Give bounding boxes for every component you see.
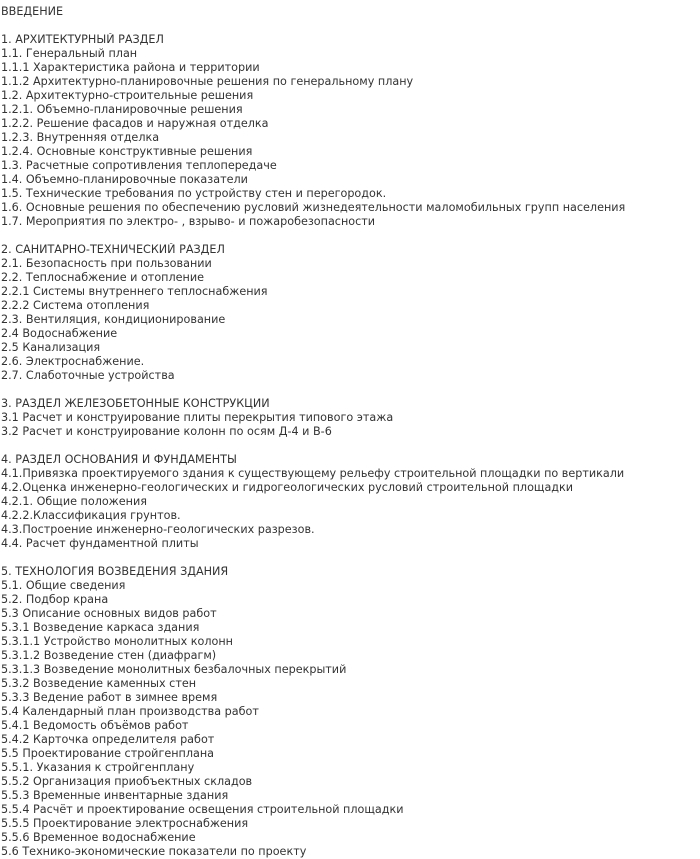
toc-item: 2.6. Электроснабжение. (1, 355, 145, 368)
toc-item: 4.2.Оценка инженерно-геологических и гидрогеологических русловий строительной площадки (1, 481, 574, 494)
toc-item: 4.3.Построение инженерно-геологических разрезов. (1, 523, 315, 536)
section-title: 3. РАЗДЕЛ ЖЕЛЕЗОБЕТОННЫЕ КОНСТРУКЦИИ (1, 397, 270, 410)
toc-item: 5.4.2 Карточка определителя работ (1, 733, 215, 746)
toc-item: 5.3.3 Ведение работ в зимнее время (1, 691, 218, 704)
toc-item: 5.3.1.1 Устройство монолитных колонн (1, 635, 233, 648)
section-title: 1. АРХИТЕКТУРНЫЙ РАЗДЕЛ (1, 33, 164, 46)
toc-item: 5.4.1 Ведомость объёмов работ (1, 719, 189, 732)
toc-item: 5.2. Подбор крана (1, 593, 109, 606)
toc-item: 1.3. Расчетные сопротивления теплопередаче (1, 159, 277, 172)
toc-item: 4.2.2.Классификация грунтов. (1, 509, 181, 522)
toc-item: 3.1 Расчет и конструирование плиты перекрытия типового этажа (1, 411, 394, 424)
toc-item: 5.3.2 Возведение каменных стен (1, 677, 197, 690)
toc-section (1, 243, 700, 397)
toc-item: 1.2.2. Решение фасадов и наружная отделка (1, 117, 269, 130)
toc-section (1, 33, 700, 243)
toc-item: 5.6 Технико-экономические показатели по проекту (1, 845, 307, 858)
intro-heading: ВВЕДЕНИЕ (1, 5, 64, 18)
toc-item: 5.5.3 Временные инвентарные здания (1, 789, 229, 802)
toc-item: 5.5.6 Временное водоснабжение (1, 831, 196, 844)
toc-item: 5.5.2 Организация приобъектных складов (1, 775, 253, 788)
sections-container (1, 33, 700, 859)
toc-item: 5.3 Описание основных видов работ (1, 607, 217, 620)
toc-item: 1.2.1. Объемно-планировочные решения (1, 103, 243, 116)
toc-item: 5.1. Общие сведения (1, 579, 126, 592)
toc-item: 2.1. Безопасность при пользовании (1, 257, 212, 270)
toc-item: 2.7. Слаботочные устройства (1, 369, 175, 382)
toc-item: 1.1. Генеральный план (1, 47, 138, 60)
toc-item: 5.5.4 Расчёт и проектирование освещения строительной площадки (1, 803, 404, 816)
toc-item: 2.2.2 Система отопления (1, 299, 150, 312)
toc-item: 4.4. Расчет фундаментной плиты (1, 537, 199, 550)
toc-item: 4.1.Привязка проектируемого здания к существующему рельефу строительной площадки по вертикали (1, 467, 625, 480)
section-title: 5. ТЕХНОЛОГИЯ ВОЗВЕДЕНИЯ ЗДАНИЯ (1, 565, 229, 578)
spacer (1, 439, 700, 453)
toc-item: 5.5.5 Проектирование электроснабжения (1, 817, 249, 830)
section-title: 4. РАЗДЕЛ ОСНОВАНИЯ И ФУНДАМЕНТЫ (1, 453, 237, 466)
toc-item: 2.3. Вентиляция, кондиционирование (1, 313, 226, 326)
toc-item: 4.2.1. Общие положения (1, 495, 147, 508)
toc-item: 1.2.3. Внутренняя отделка (1, 131, 160, 144)
toc-item: 5.5.1. Указания к стройгенплану (1, 761, 195, 774)
spacer (1, 19, 700, 33)
toc-item: 1.1.1 Характеристика района и территории (1, 61, 260, 74)
spacer (1, 229, 700, 243)
toc-item: 2.4 Водоснабжение (1, 327, 118, 340)
toc-item: 1.5. Технические требования по устройству стен и перегородок. (1, 187, 387, 200)
toc-section (1, 397, 700, 453)
spacer (1, 383, 700, 397)
toc-item: 5.5 Проектирование стройгенплана (1, 747, 215, 760)
toc-item: 1.1.2 Архитектурно-планировочные решения по генеральному плану (1, 75, 414, 88)
toc-item: 2.5 Канализация (1, 341, 101, 354)
toc-item: 5.4 Календарный план производства работ (1, 705, 259, 718)
toc-item: 5.3.1.2 Возведение стен (диафрагм) (1, 649, 217, 662)
toc-item: 3.2 Расчет и конструирование колонн по осям Д-4 и В-6 (1, 425, 332, 438)
toc-item: 1.6. Основные решения по обеспечению русловий жизнедеятельности маломобильных групп населения (1, 201, 626, 214)
toc-item: 1.2.4. Основные конструктивные решения (1, 145, 253, 158)
toc-item: 5.3.1 Возведение каркаса здания (1, 621, 200, 634)
section-title: 2. САНИТАРНО-ТЕХНИЧЕСКИЙ РАЗДЕЛ (1, 243, 225, 256)
toc-section (1, 453, 700, 565)
spacer (1, 551, 700, 565)
toc-item: 2.2.1 Системы внутреннего теплоснабжения (1, 285, 268, 298)
toc-section (1, 565, 700, 859)
toc-item: 5.3.1.3 Возведение монолитных безбалочных перекрытий (1, 663, 347, 676)
toc-item: 1.4. Объемно-планировочные показатели (1, 173, 248, 186)
toc-item: 1.7. Мероприятия по электро- , взрыво- и пожаробезопасности (1, 215, 376, 228)
toc-item: 2.2. Теплоснабжение и отопление (1, 271, 204, 284)
toc-item: 1.2. Архитектурно-строительные решения (1, 89, 254, 102)
